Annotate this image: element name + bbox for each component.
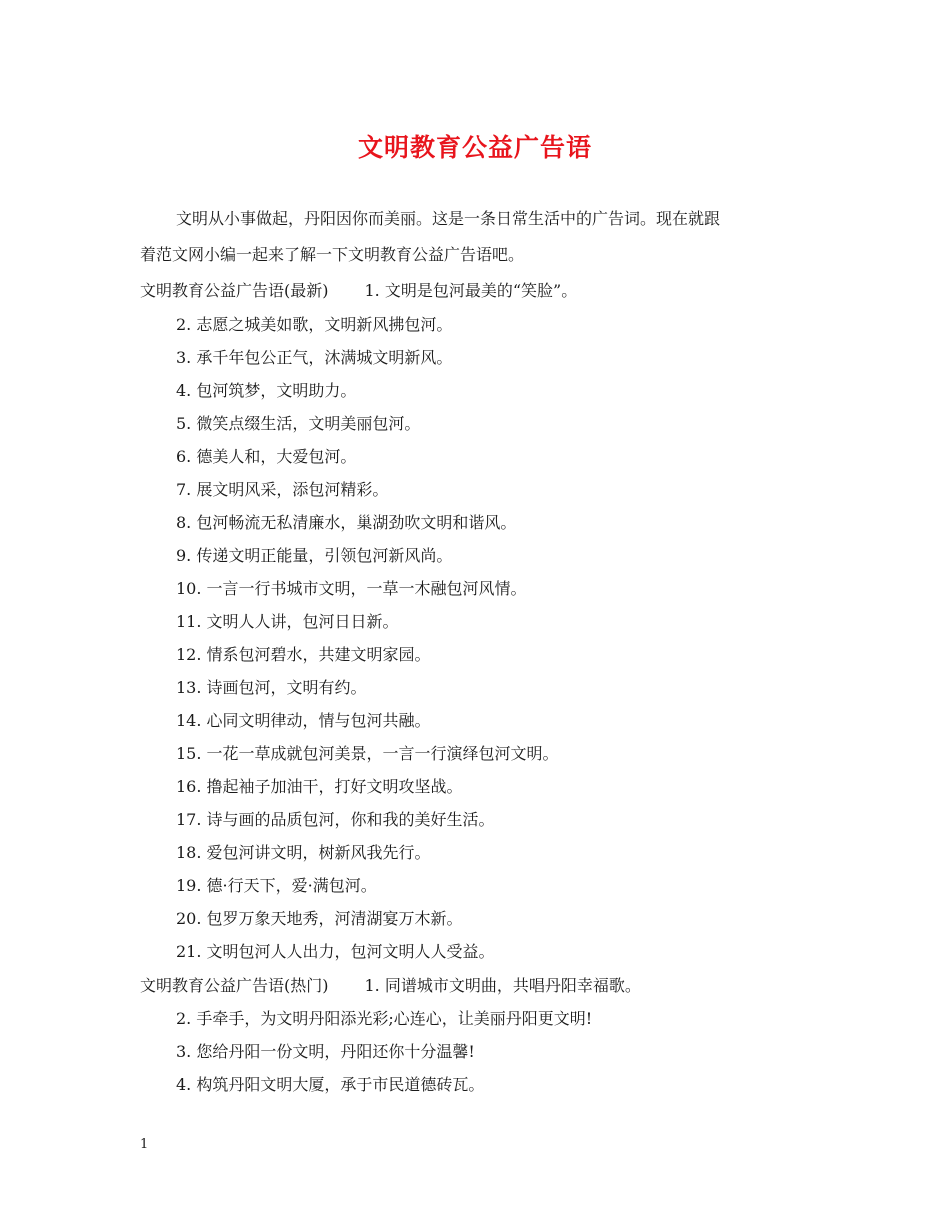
list-item: 15. 一花一草成就包河美景，一言一行演绎包河文明。: [176, 744, 559, 763]
list-item: 6. 德美人和，大爱包河。: [176, 447, 357, 466]
list-item: 13. 诗画包河，文明有约。: [176, 678, 367, 697]
list-item: 14. 心同文明律动，情与包河共融。: [176, 711, 431, 730]
list-item: 8. 包河畅流无私清廉水，巢湖劲吹文明和谐风。: [176, 513, 517, 532]
list-item: 1. 文明是包河最美的“笑脸”。: [364, 281, 578, 300]
list-item: 5. 微笑点缀生活，文明美丽包河。: [176, 414, 421, 433]
list-item: 11. 文明人人讲，包河日日新。: [176, 612, 399, 631]
list-item: 2. 志愿之城美如歌，文明新风拂包河。: [176, 315, 453, 334]
list-item: 7. 展文明风采，添包河精彩。: [176, 480, 389, 499]
list-item: 17. 诗与画的品质包河，你和我的美好生活。: [176, 810, 495, 829]
section-heading-latest: [140, 280, 577, 302]
list-item: 4. 构筑丹阳文明大厦，承于市民道德砖瓦。: [176, 1075, 485, 1094]
list-item: 21. 文明包河人人出力，包河文明人人受益。: [176, 942, 495, 961]
page-title: 文明教育公益广告语: [357, 133, 592, 162]
page-number: 1: [140, 1137, 149, 1152]
intro-line-1: 文明从小事做起，丹阳因你而美丽。这是一条日常生活中的广告词。现在就跟: [176, 209, 721, 228]
list-item: 3. 您给丹阳一份文明，丹阳还你十分温馨!: [176, 1042, 475, 1061]
list-item: 16. 撸起袖子加油干，打好文明攻坚战。: [176, 777, 463, 796]
list-item: 18. 爱包河讲文明，树新风我先行。: [176, 843, 431, 862]
list-item: 2. 手牵手，为文明丹阳添光彩;心连心，让美丽丹阳更文明!: [176, 1009, 593, 1028]
section-title: 文明教育公益广告语(热门): [140, 976, 329, 995]
list-item: 19. 德·行天下，爱·满包河。: [176, 876, 377, 895]
list-item: 12. 情系包河碧水，共建文明家园。: [176, 645, 431, 664]
section-heading-hot: [140, 975, 641, 997]
list-item: 1. 同谱城市文明曲，共唱丹阳幸福歌。: [364, 976, 641, 995]
list-item: 9. 传递文明正能量，引领包河新风尚。: [176, 546, 453, 565]
list-item: 20. 包罗万象天地秀，河清湖宴万木新。: [176, 909, 463, 928]
section-title: 文明教育公益广告语(最新): [140, 281, 329, 300]
list-item: 10. 一言一行书城市文明，一草一木融包河风情。: [176, 579, 527, 598]
list-item: 4. 包河筑梦，文明助力。: [176, 381, 357, 400]
intro-line-2: 着范文网小编一起来了解一下文明教育公益广告语吧。: [140, 245, 525, 264]
list-item: 3. 承千年包公正气，沐满城文明新风。: [176, 348, 453, 367]
